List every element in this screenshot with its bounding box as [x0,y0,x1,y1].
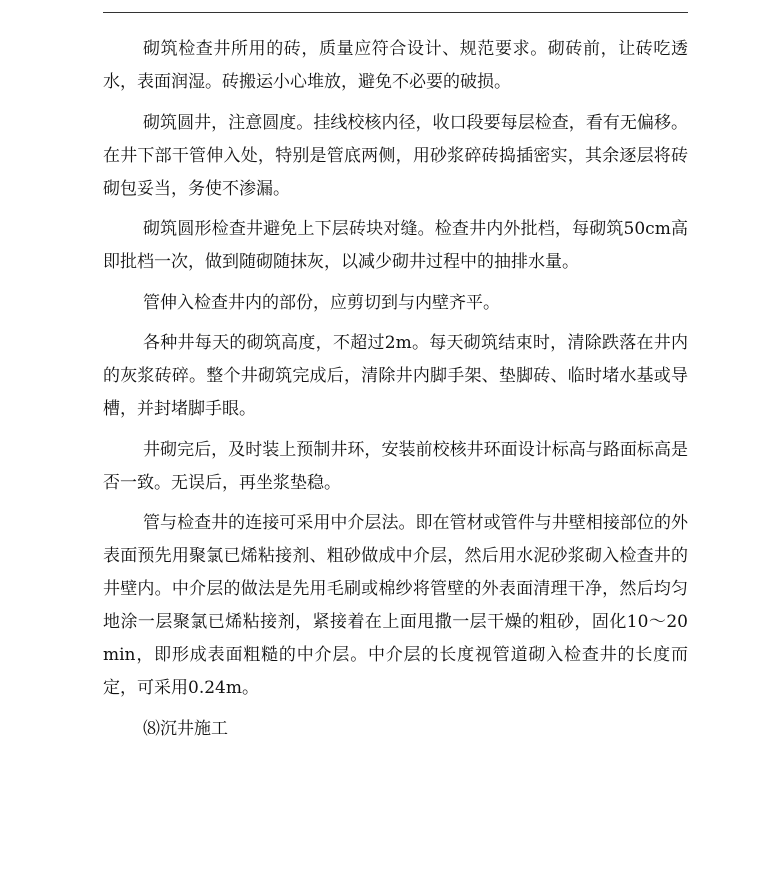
paragraph-well-ring: 井砌完后，及时装上预制井环，安装前校核井环面设计标高与路面标高是否一致。无误后，再坐浆垫稳。 [103,439,688,493]
paragraph-round-well: 砌筑圆井，注意圆度。挂线校核内径，收口段要每层检查，看有无偏移。在井下部干管伸入处，特别是管底两侧，用砂浆碎砖捣插密实，其余逐层将砖砌包妥当，务使不渗漏。 [103,112,688,199]
paragraph-daily-height: 各种井每天的砌筑高度，不超过2m。每天砌筑结束时，清除跌落在井内的灰浆砖碎。整个井砌筑完成后，清除井内脚手架、垫脚砖、临时堵水基或导槽，并封堵脚手眼。 [103,333,688,419]
body-text [103,33,688,753]
paragraph-pipe-trim: 管伸入检查井内的部份，应剪切到与内壁齐平。 [143,292,500,313]
header-rule [103,12,688,13]
paragraph-intermediate-layer: 管与检查井的连接可采用中介层法。即在管材或管件与井壁相接部位的外表面预先用聚氯已烯粘接剂、粗砂做成中介层，然后用水泥砂浆砌入检查井的井壁内。中介层的做法是先用毛刷或棉纱将管壁的外表面清理干净，然后均匀地涂一层聚氯已烯粘接剂，紧接着在上面甩撒一层干燥的粗砂，固化10～20min，即形成表面粗糙的中介层。中介层的长度视管道砌入检查井的长度而定，可采用0.24m。 [103,513,688,698]
paragraph-joint-staggering: 砌筑圆形检查井避免上下层砖块对缝。检查井内外批档，每砌筑50cm高即批档一次，做到随砌随抹灰，以减少砌井过程中的抽排水量。 [103,219,688,272]
paragraph-brick-quality: 砌筑检查井所用的砖，质量应符合设计、规范要求。砌砖前，让砖吃透水，表面润湿。砖搬运小心堆放，避免不必要的破损。 [103,39,688,92]
section-heading: ⑻沉井施工 [143,718,228,739]
